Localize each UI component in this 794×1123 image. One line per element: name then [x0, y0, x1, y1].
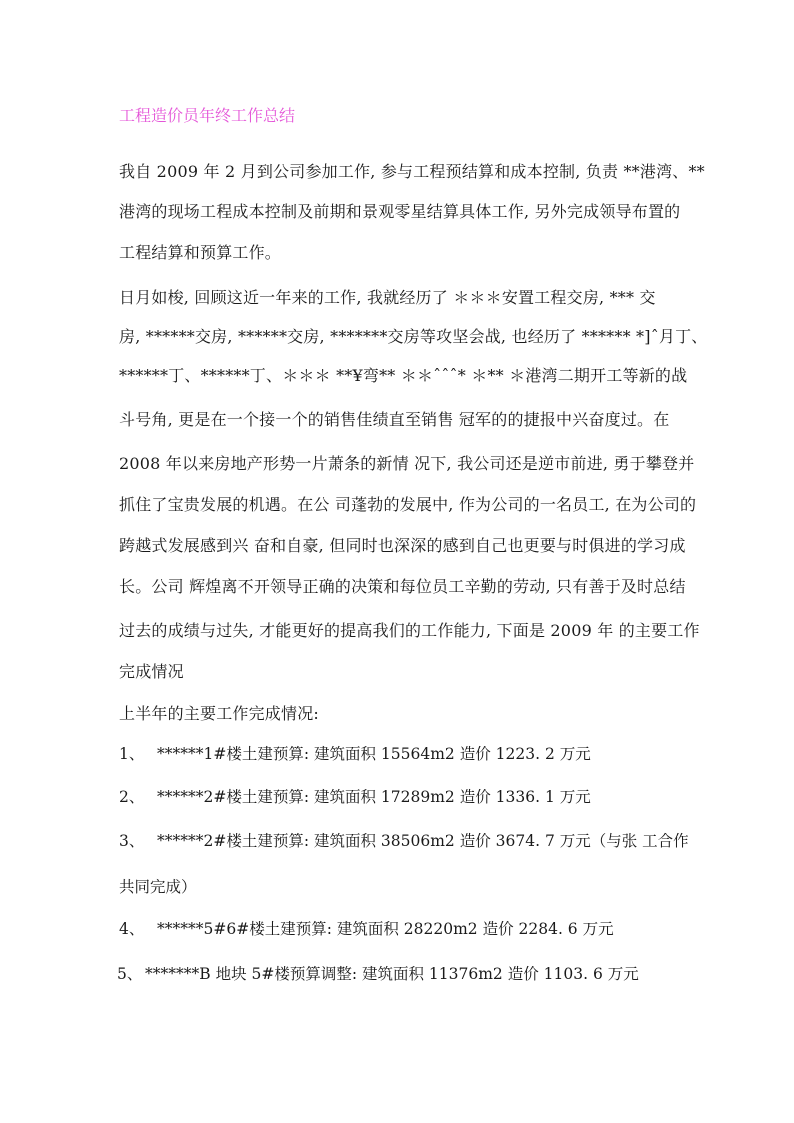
section-heading: 上半年的主要工作完成情况: [119, 704, 319, 723]
list-item-number: 2、 [119, 788, 145, 806]
paragraph-line: 港湾的现场工程成本控制及前期和景观零星结算具体工作, 另外完成领导布置的 [119, 202, 681, 221]
list-item [119, 830, 689, 852]
list-item [119, 786, 591, 808]
list-item-text: ******5#6#楼土建预算: 建筑面积 28220m2 造价 2284. 6 万元 [157, 920, 614, 938]
list-item-number: 4、 [119, 920, 145, 938]
document-title: 工程造价员年终工作总结 [119, 106, 296, 125]
paragraph-line: 抓住了宝贵发展的机遇。在公 司蓬勃的发展中, 作为公司的一名员工, 在为公司的 [119, 495, 697, 514]
paragraph-line: 跨越式发展感到兴 奋和自豪, 但同时也深深的感到自己也更要与时俱进的学习成 [119, 536, 686, 555]
list-item-number: 5、 [117, 965, 143, 983]
list-item-text: ******2#楼土建预算: 建筑面积 38506m2 造价 3674. 7 万元（与张 工合作 [157, 832, 689, 850]
paragraph-line: 房, ******交房, ******交房, *******交房等攻坚会战, 也经历了 ****** *]ˆ月丁、 [119, 327, 708, 346]
paragraph-line: 斗号角, 更是在一个接一个的销售佳绩直至销售 冠军的的捷报中兴奋度过。在 [119, 410, 670, 429]
list-item [119, 743, 591, 765]
paragraph-line: 工程结算和预算工作。 [119, 243, 282, 262]
paragraph-line: ******丁、******丁、＊＊＊ **¥弯** ＊＊ˆˆˆ* ＊** ＊港湾二期开工等新的战 [119, 366, 688, 385]
list-item-text: *******B 地块 5#楼预算调整: 建筑面积 11376m2 造价 1103. 6 万元 [145, 965, 639, 983]
list-item-text: ******1#楼土建预算: 建筑面积 15564m2 造价 1223. 2 万元 [157, 745, 591, 763]
paragraph-line: 长。公司 辉煌离不开领导正确的决策和每位员工辛勤的劳动, 只有善于及时总结 [119, 577, 686, 596]
list-item-continuation [119, 876, 197, 898]
paragraph-line: 我自 2009 年 2 月到公司参加工作, 参与工程预结算和成本控制, 负责 **港湾、** [119, 162, 705, 181]
paragraph-line: 过去的成绩与过失, 才能更好的提高我们的工作能力, 下面是 2009 年 的主要工作 [119, 621, 700, 640]
list-item-text: ******2#楼土建预算: 建筑面积 17289m2 造价 1336. 1 万元 [157, 788, 591, 806]
paragraph-line: 完成情况 [119, 662, 184, 681]
paragraph-line: 日月如梭, 回顾这近一年来的工作, 我就经历了 ＊＊＊安置工程交房, *** 交 [119, 288, 656, 307]
paragraph-line: 2008 年以来房地产形势一片萧条的新情 况下, 我公司还是逆市前进, 勇于攀登并 [119, 454, 695, 473]
list-item-number: 3、 [119, 832, 145, 850]
list-item-text: 共同完成） [119, 878, 197, 896]
list-item-number: 1、 [119, 745, 145, 763]
list-item [119, 918, 614, 940]
list-item [117, 963, 639, 985]
